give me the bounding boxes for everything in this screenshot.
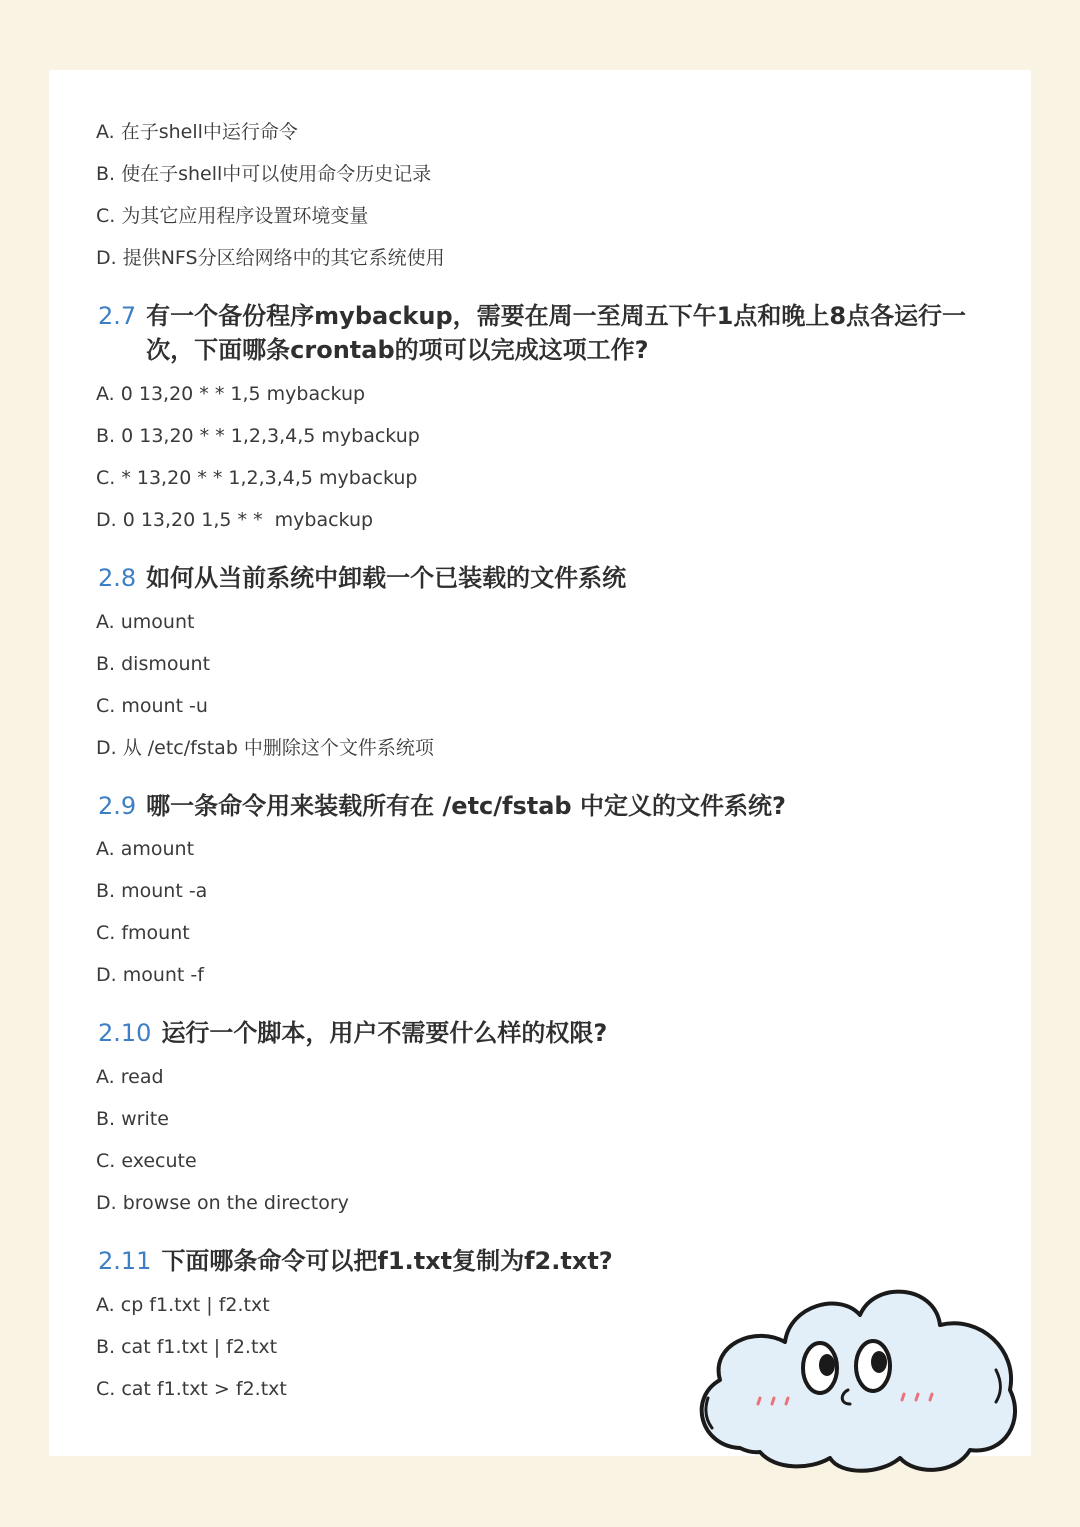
question-number: 2.8 bbox=[98, 564, 137, 592]
option-2-10-d: D. browse on the directory bbox=[96, 1192, 349, 1214]
option-2-8-a: A. umount bbox=[96, 611, 195, 633]
option-2-9-a: A. amount bbox=[96, 838, 195, 860]
option-2-7-d: D. 0 13,20 1,5 * * mybackup bbox=[96, 509, 374, 531]
pupil-left bbox=[819, 1354, 835, 1376]
option-2-11-c: C. cat f1.txt > f2.txt bbox=[96, 1378, 287, 1400]
question-2-7 bbox=[98, 299, 966, 367]
option-2-11-b: B. cat f1.txt | f2.txt bbox=[96, 1336, 278, 1358]
option-2-9-d: D. mount -f bbox=[96, 964, 204, 986]
option-2-10-c: C. execute bbox=[96, 1150, 197, 1172]
option-2-9-c: C. fmount bbox=[96, 922, 190, 944]
option-2-9-b: B. mount -a bbox=[96, 880, 208, 902]
option-prev-b: B. 使在子shell中可以使用命令历史记录 bbox=[96, 163, 432, 185]
question-2-9 bbox=[98, 789, 786, 823]
option-2-10-b: B. write bbox=[96, 1108, 169, 1130]
option-prev-a: A. 在子shell中运行命令 bbox=[96, 121, 298, 143]
question-number: 2.7 bbox=[98, 302, 137, 330]
question-2-10 bbox=[98, 1016, 607, 1050]
question-2-11 bbox=[98, 1244, 613, 1278]
question-number: 2.11 bbox=[98, 1247, 152, 1275]
option-2-7-c: C. * 13,20 * * 1,2,3,4,5 mybackup bbox=[96, 467, 418, 489]
pupil-right bbox=[871, 1351, 887, 1373]
option-prev-c: C. 为其它应用程序设置环境变量 bbox=[96, 205, 369, 227]
option-2-8-d: D. 从 /etc/fstab 中删除这个文件系统项 bbox=[96, 737, 434, 759]
option-2-7-a: A. 0 13,20 * * 1,5 mybackup bbox=[96, 383, 366, 405]
option-2-8-c: C. mount -u bbox=[96, 695, 208, 717]
question-text: 运行一个脚本，用户不需要什么样的权限? bbox=[161, 1019, 608, 1047]
question-text: 如何从当前系统中卸载一个已装载的文件系统 bbox=[146, 564, 627, 592]
option-2-11-a: A. cp f1.txt | f2.txt bbox=[96, 1294, 270, 1316]
question-text: 下面哪条命令可以把f1.txt复制为f2.txt? bbox=[161, 1247, 613, 1275]
option-2-7-b: B. 0 13,20 * * 1,2,3,4,5 mybackup bbox=[96, 425, 420, 447]
option-2-10-a: A. read bbox=[96, 1066, 164, 1088]
cloud-mascot-icon bbox=[680, 1270, 1030, 1490]
question-text-line1: 有一个备份程序mybackup，需要在周一至周五下午1点和晚上8点各运行一 bbox=[146, 302, 967, 330]
question-number: 2.9 bbox=[98, 792, 137, 820]
question-number: 2.10 bbox=[98, 1019, 152, 1047]
question-text: 哪一条命令用来装载所有在 /etc/fstab 中定义的文件系统? bbox=[146, 792, 786, 820]
option-prev-d: D. 提供NFS分区给网络中的其它系统使用 bbox=[96, 247, 445, 269]
question-text-line2: 次，下面哪条crontab的项可以完成这项工作? bbox=[146, 336, 649, 364]
question-2-8 bbox=[98, 561, 626, 595]
option-2-8-b: B. dismount bbox=[96, 653, 211, 675]
